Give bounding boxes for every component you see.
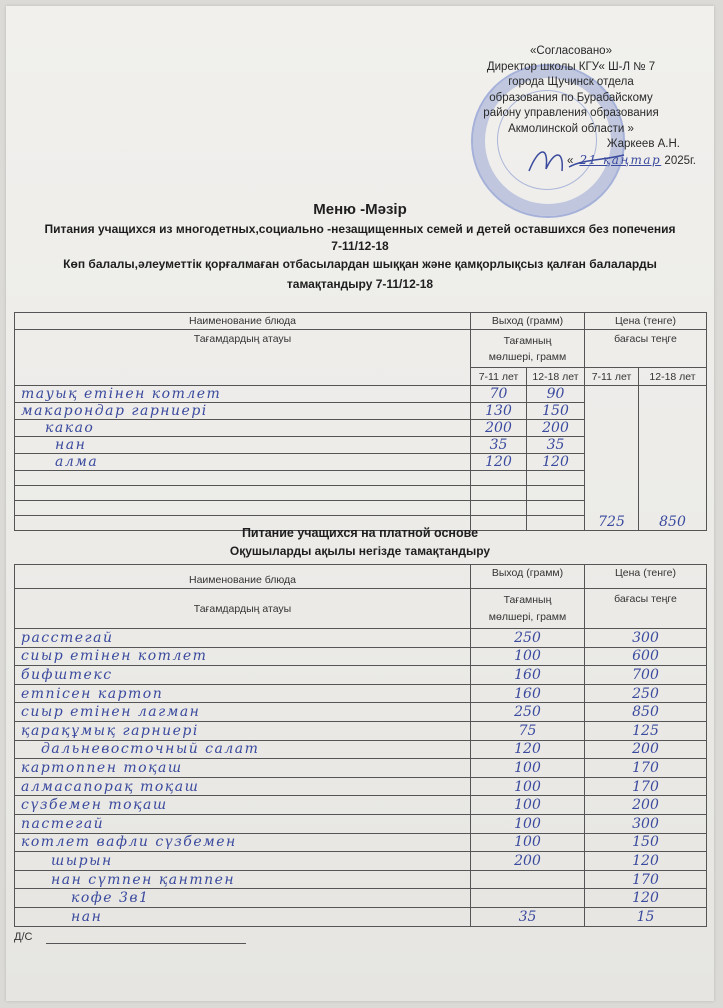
table-row: алма 120 120 [15, 454, 707, 471]
subtitle-ages-ru: 7-11/12-18 [331, 239, 389, 253]
table-row: шырын 200 120 [15, 852, 707, 871]
paid-meals-title-kz: Оқушыларды ақылы негізде тамақтандыру [229, 544, 491, 558]
table-row: картоппен тоқаш 100 170 [15, 759, 707, 778]
approval-date: « 21 қаңтар 2025г. [567, 152, 696, 167]
table-row: алмасапорақ тоқаш 100 170 [15, 777, 707, 796]
menu-document [6, 6, 714, 1001]
total-12-18: 850 [639, 386, 707, 531]
table-row: котлет вафли сүзбемен 100 150 [15, 833, 707, 852]
paid-meals-title: Питание учащихся на платной основе [241, 526, 479, 540]
subtitle-kz: Көп балалы,әлеуметтік қорғалмаған отбасылардан шыққан және қамқорлықсыз қалған балаларды [63, 257, 657, 271]
table-row: етпісен картоп 160 250 [15, 684, 707, 703]
table-row: нан 35 15 [15, 907, 707, 926]
table-row: расстегай 250 300 [15, 629, 707, 648]
table-row: нан сүтпен қантпен 170 [15, 870, 707, 889]
table-row: какао 200 200 [15, 420, 707, 437]
table-row: макарондар гарниері 130 150 [15, 403, 707, 420]
table-row: пастегай 100 300 [15, 814, 707, 833]
approval-block: «Согласовано» Директор школы КГУ« Ш-Л № 7 города Щучинск отдела образования по Бурабайскому району управления образования Акмолинской области » Жаркеев А.Н. « 21 қаңтар 2025г. [446, 44, 696, 169]
table-row: бифштекс 160 700 [15, 666, 707, 685]
table-row: сиыр етінен котлет 100 600 [15, 647, 707, 666]
subtitle-ages-kz: тамақтандыру 7-11/12-18 [286, 277, 434, 291]
table-row: дальневосточный салат 120 200 [15, 740, 707, 759]
table-row: сүзбемен тоқаш 100 200 [15, 796, 707, 815]
ds-signature-line [46, 943, 246, 944]
signer-name: Жаркеев А.Н. [606, 138, 680, 150]
free-meals-table: Наименование блюда Выход (грамм) Цена (тенге) Тағамдардың атауы Тағамның мөлшері, грамм бағасы теңге 7-11 лет 12-18 лет 7-11 лет 12-18 лет тауық етінен котлет 70 90 725 850 макарондар гарниері 130 150 какао 200 200 нан 35 35 алма 120 120 [14, 312, 707, 531]
table-row: кофе 3в1 120 [15, 889, 707, 908]
paid-meals-table: Наименование блюда Выход (грамм) Цена (тенге) Тағамдардың атауы Тағамның мөлшері, грамм бағасы теңге расстегай 250 300 сиыр етінен котлет 100 600 бифштекс 160 700 етпісен картоп 160 250 сиыр етінен лагман 250 850 қарақұмық гарниері 75 125 дальневосточный салат 120 200 картоппен тоқаш 100 170 алмасапорақ тоқаш 100 170 сүзбемен тоқаш 100 200 пастегай 100 300 котлет вафли сүзбемен 100 150 шырын 200 120 нан сүтпен қантпен 170 кофе 3в1 120 нан 35 15 [14, 564, 707, 927]
ds-label: Д/С [14, 931, 33, 943]
table-row: тауық етінен котлет 70 90 725 850 [15, 386, 707, 403]
table-row: сиыр етінен лагман 250 850 [15, 703, 707, 722]
total-7-11: 725 [585, 386, 639, 531]
subtitle-ru: Питания учащихся из многодетных,социально -незащищенных семей и детей оставшихся без попечения [44, 222, 676, 236]
table-row: қарақұмық гарниері 75 125 [15, 721, 707, 740]
table-row: нан 35 35 [15, 437, 707, 454]
page-title: Меню -Мәзір [313, 201, 407, 218]
